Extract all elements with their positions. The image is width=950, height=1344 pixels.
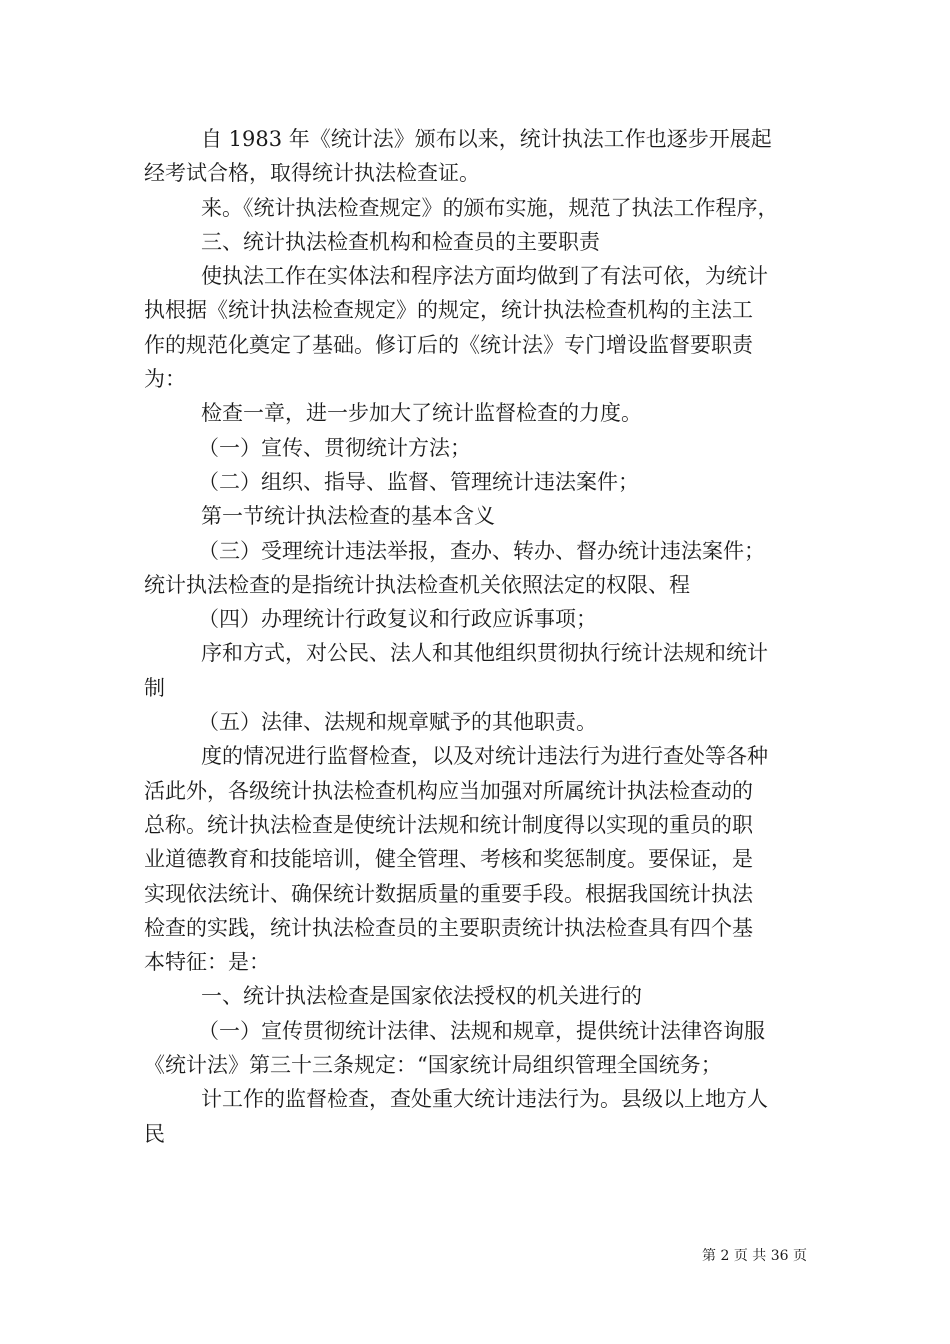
- text-line: （三）受理统计违法举报，查办、转办、督办统计违法案件；: [198, 538, 765, 563]
- text-line: （一）宣传、贯彻统计方法；: [198, 435, 471, 460]
- text-line: 经考试合格，取得统计执法检查证。: [144, 161, 480, 186]
- text-line: 活此外，各级统计执法检查机构应当加强对所属统计执法检查动的: [144, 778, 753, 803]
- text-line: 本特征：是：: [144, 950, 270, 975]
- text-line: 业道德教育和技能培训，健全管理、考核和奖惩制度。要保证，是: [144, 847, 753, 872]
- page-number: 第 2 页 共 36 页: [702, 1248, 807, 1264]
- text-line: 来。《统计执法检查规定》的颁布实施，规范了执法工作程序，: [201, 195, 779, 220]
- text-line: 一、统计执法检查是国家依法授权的机关进行的: [201, 984, 642, 1009]
- text-line: 度的情况进行监督检查，以及对统计违法行为进行查处等各种: [201, 744, 768, 769]
- text-line: 检查一章，进一步加大了统计监督检查的力度。: [201, 401, 642, 426]
- body-text: [144, 122, 816, 1151]
- text-line: （一）宣传贯彻统计法律、法规和规章，提供统计法律咨询服: [198, 1018, 765, 1043]
- text-line: 为：: [144, 367, 186, 392]
- text-line: 《统计法》第三十三条规定：“国家统计局组织管理全国统务；: [144, 1053, 722, 1078]
- text-line: 统计执法检查的是指统计执法检查机关依照法定的权限、程: [144, 572, 690, 597]
- text-line: 民: [144, 1121, 165, 1146]
- text-line: 三、统计执法检查机构和检查员的主要职责: [201, 229, 600, 254]
- text-line: 执根据《统计执法检查规定》的规定，统计执法检查机构的主法工: [144, 298, 753, 323]
- text-line: 自 1983 年《统计法》颁布以来，统计执法工作也逐步开展起: [201, 127, 772, 151]
- text-line: （四）办理统计行政复议和行政应诉事项；: [198, 607, 597, 632]
- text-line: 使执法工作在实体法和程序法方面均做到了有法可依，为统计: [201, 264, 768, 289]
- text-line: 制: [144, 675, 165, 700]
- text-line: （二）组织、指导、监督、管理统计违法案件；: [198, 469, 639, 494]
- text-line: 总称。统计执法检查是使统计法规和统计制度得以实现的重员的职: [144, 812, 753, 837]
- text-line: 序和方式，对公民、法人和其他组织贯彻执行统计法规和统计: [201, 641, 768, 666]
- text-line: 实现依法统计、确保统计数据质量的重要手段。根据我国统计执法: [144, 881, 753, 906]
- text-line: （五）法律、法规和规章赋予的其他职责。: [198, 710, 597, 735]
- text-line: 第一节统计执法检查的基本含义: [201, 504, 495, 529]
- text-line: 检查的实践，统计执法检查员的主要职责统计执法检查具有四个基: [144, 915, 753, 940]
- text-line: 作的规范化奠定了基础。修订后的《统计法》专门增设监督要职责: [144, 332, 753, 357]
- text-line: 计工作的监督检查，查处重大统计违法行为。县级以上地方人: [201, 1087, 768, 1112]
